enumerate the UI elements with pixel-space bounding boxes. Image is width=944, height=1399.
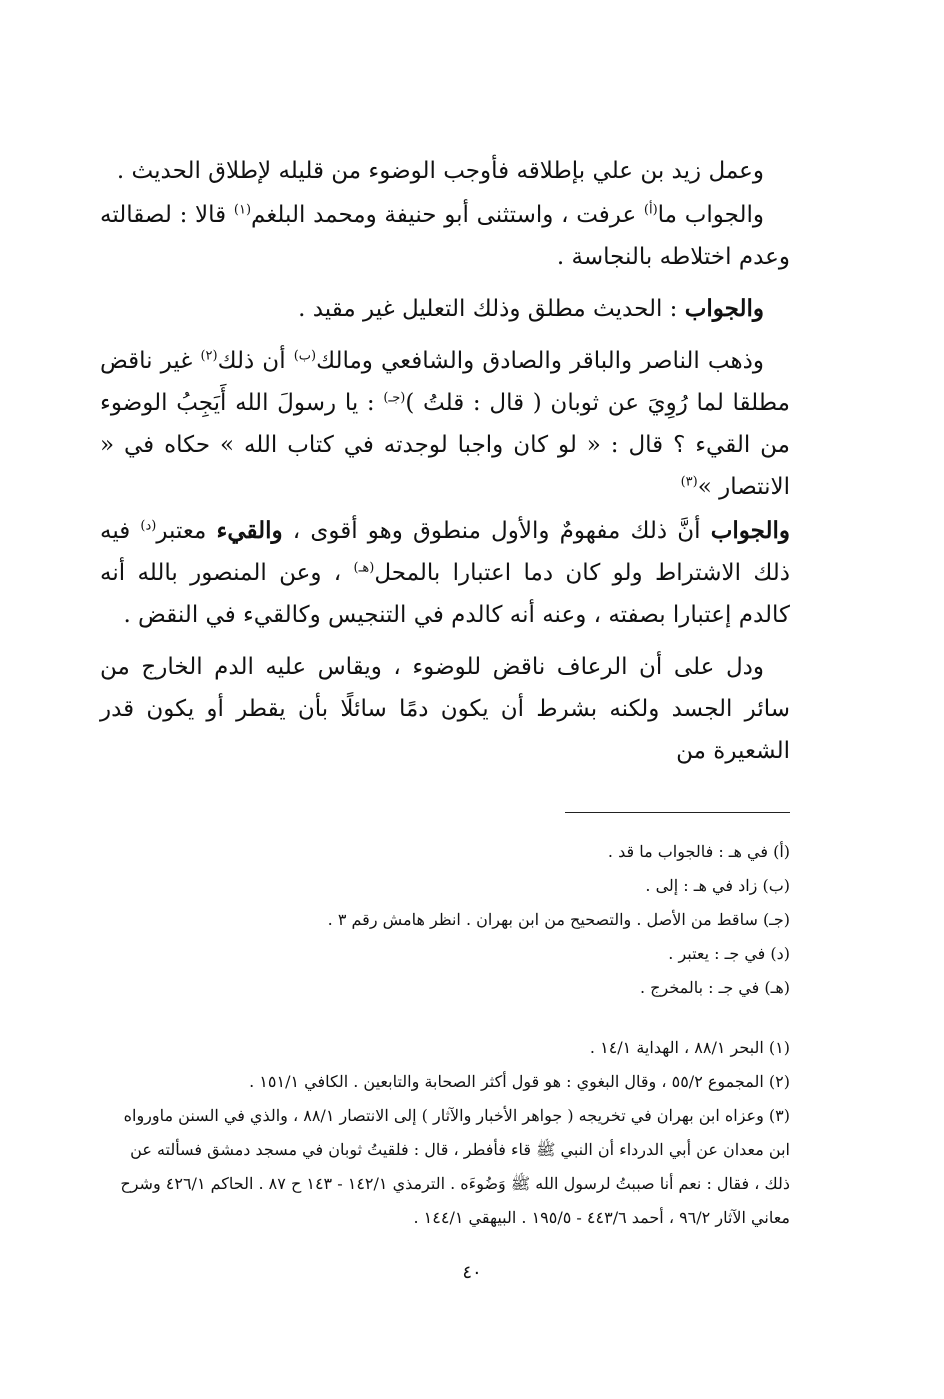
vomit-term: والقيء bbox=[216, 517, 283, 544]
paragraph-3-text: : الحديث مطلق وذلك التعليل غير مقيد . bbox=[298, 296, 685, 322]
paragraph-5-text-c: فيه ذلك الاشتراط ولو كان دما اعتبارا بالمحل bbox=[100, 518, 790, 586]
main-text bbox=[100, 150, 790, 772]
paragraph-2 bbox=[100, 194, 790, 278]
paragraph-2-text-b: عرفت ، واستثنى أبو حنيفة ومحمد البلغم bbox=[251, 202, 644, 228]
letter-footnotes bbox=[100, 835, 790, 1005]
paragraph-4-text-b: أن ذلك bbox=[217, 348, 294, 374]
footnote-ref-3: (٣) bbox=[680, 474, 698, 490]
paragraph-2-text-c: قالا : لصقالته وعدم اختلاطه بالنجاسة . bbox=[100, 202, 790, 270]
numbered-footnotes bbox=[100, 1031, 790, 1235]
paragraph-4 bbox=[100, 340, 790, 508]
paragraph-3 bbox=[100, 288, 790, 330]
paragraph-2-text-a: والجواب ما bbox=[657, 202, 764, 228]
footnote-ref-b: (ب) bbox=[293, 348, 317, 364]
paragraph-5-text-d: ، وعن المنصور بالله أنه كالدم إعتبارا بصفته ، وعنه أنه كالدم في التنجيس وكالقيء في النقض . bbox=[100, 560, 790, 628]
footnote-ref-a: (أ) bbox=[643, 202, 658, 218]
footnote-ref-c: (جـ) bbox=[383, 390, 406, 406]
footnote-ref-2: (٢) bbox=[200, 348, 218, 364]
paragraph-4-text-d: : يا رسولَ الله أَيَجِبُ الوضوء من القيء ؟ قال : « لو كان واجبا لوجدته في كتاب الله » حكاه في « الانتصار » bbox=[100, 390, 790, 500]
footnote-a: (أ) في هـ : فالجواب ما قد . bbox=[607, 842, 790, 861]
page-number: ٤٠ bbox=[462, 1262, 482, 1283]
paragraph-5-text-a: أنَّ ذلك مفهومٌ والأول منطوق وهو أقوى ، bbox=[282, 518, 711, 544]
answer-label-2: والجواب bbox=[710, 517, 790, 544]
footnote-3: (٣) وعزاه ابن بهران في تخريجه ( جواهر الأخبار والآثار ) إلى الانتصار ٨٨/١ ، والذي في السنن ماورواه ابن معدان عن أبي الدرداء أن النبي ﷺ قاء فأفطر ، قال : فلقيتُ ثوبان في مسجد دمشق فسألته عن ذلك ، فقال : نعم أنا صببتُ لرسول الله ﷺ وَضُوءَه . الترمذي ١٤٢/١ - ١٤٣ ح ٨٧ . الحاكم ٤٢٦/١ وشرح معاني الآثار ٩٦/٢ ، أحمد ٤٤٣/٦ - ١٩٥/٥ . البيهقي ١٤٤/١ . bbox=[120, 1106, 790, 1227]
answer-label: والجواب bbox=[684, 295, 764, 322]
footnote-ref-e: (هـ) bbox=[353, 560, 375, 576]
footnote-b: (ب) زاد في هـ : إلى . bbox=[645, 876, 790, 895]
footnote-c: (جـ) ساقط من الأصل . والتصحيح من ابن بهران . انظر هامش رقم ٣ . bbox=[327, 910, 790, 929]
paragraph-1 bbox=[100, 150, 790, 192]
paragraph-5-text-b: معتبر bbox=[156, 518, 217, 544]
footnote-ref-1: (١) bbox=[233, 202, 252, 218]
footnote-1: (١) البحر ٨٨/١ ، الهداية ١٤/١ . bbox=[589, 1038, 790, 1057]
paragraph-4-text-c: غير ناقض مطلقا لما رُوِيَ عن ثوبان ( قال : قلتُ ) bbox=[100, 348, 790, 416]
footnote-d: (د) في جـ : يعتبر . bbox=[668, 944, 790, 963]
paragraph-4-text-a: وذهب الناصر والباقر والصادق والشافعي ومالك bbox=[316, 348, 764, 374]
footnote-2: (٢) المجموع ٥٥/٢ ، وقال البغوي : هو قول أكثر الصحابة والتابعين . الكافي ١٥١/١ . bbox=[249, 1072, 790, 1091]
footnote-divider bbox=[565, 812, 790, 813]
paragraph-5 bbox=[100, 510, 790, 636]
paragraph-6-text: ودل على أن الرعاف ناقض للوضوء ، ويقاس عليه الدم الخارج من سائر الجسد ولكنه بشرط أن يكون دمًا سائلًا بأن يقطر أو يكون قدر الشعيرة من bbox=[100, 654, 790, 764]
paragraph-6 bbox=[100, 646, 790, 772]
page-body bbox=[100, 150, 790, 1235]
footnote-e: (هـ) في جـ : بالمخرج . bbox=[639, 978, 790, 997]
paragraph-1-text: وعمل زيد بن علي بإطلاقه فأوجب الوضوء من قليله لإطلاق الحديث . bbox=[116, 158, 764, 184]
footnote-ref-d: (د) bbox=[140, 518, 157, 534]
